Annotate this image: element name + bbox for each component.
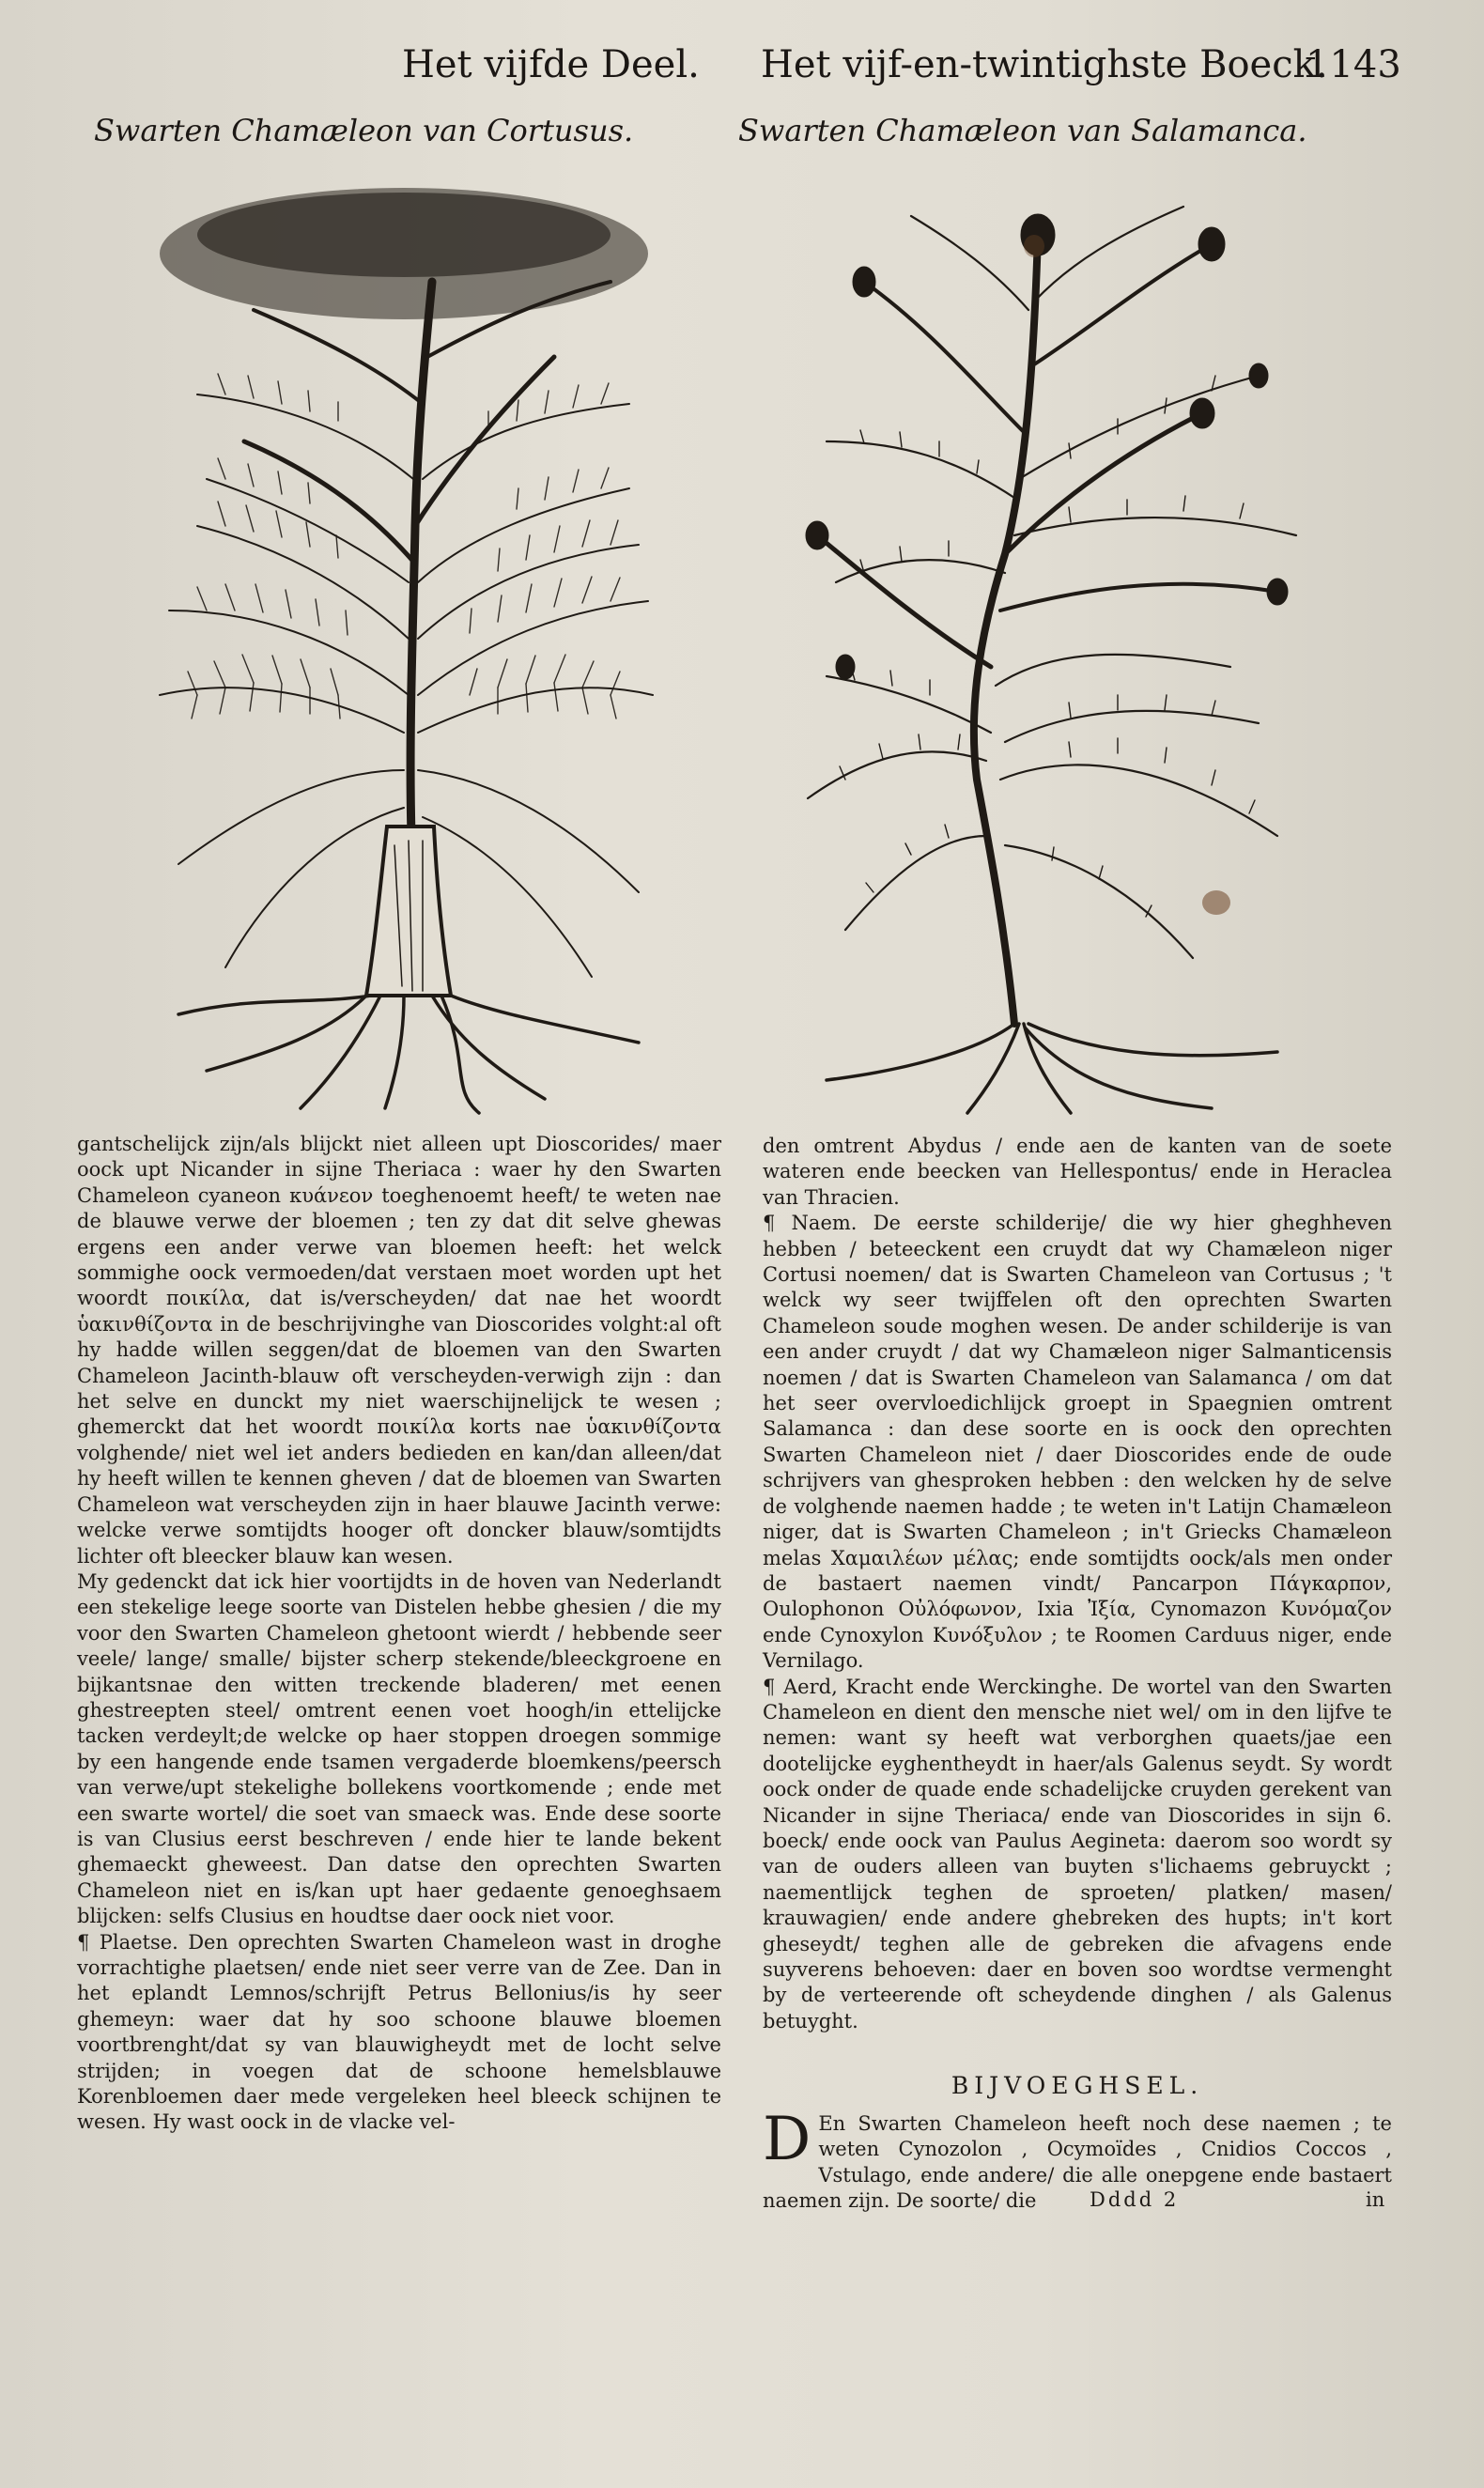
figure-caption-right: Swarten Chamæleon van Salamanca. <box>738 113 1307 148</box>
addendum-text: En Swarten Chameleon heeft noch dese naemen ; te weten Cynozolon , Ocymoïdes , Cnidios Coccos , Vstulago, ende andere/ die alle onepgene ende bastaert naemen zijn. De soorte/ die <box>763 2112 1392 2213</box>
running-head-part: Het vijfde Deel. <box>402 43 700 86</box>
paragraph: den omtrent Abydus / ende aen de kanten van de soete wateren ende beecken van Hellespontus/ ende in Heraclea van Thracien. <box>763 1135 1392 1209</box>
paragraph-aerd: ¶ Aerd, Kracht ende Werckinghe. De wortel van den Swarten Chameleon en dient den mensche niet wel/ om in den lijfve te nemen: want sy heeft wat verborghen quaets/jae een dootelijcke eyghentheydt in haer/als Galenus seydt. Sy wordt oock onder de quade ende schadelijcke cruyden gerekent van Nicander in sijne Theriaca/ ende van Dioscorides in sijn 6. boeck/ ende oock van Paulus Aegineta: daerom soo wordt sy van de ouders alleen van buyten s'lichaems gebruyckt ; naementlijck teghen de sproeten/ platken/ masen/ krauwagien/ ende andere ghebreken des hupts; in't kort gheseydt/ teghen alle de gebreken die afvagens ende suyverens behoeven: daer en boven soo wordtse vermenght by de verteerende oft scheydende dinghen / als Galenus betuyght. <box>763 1675 1392 2032</box>
paragraph-plaetse: ¶ Plaetse. Den oprechten Swarten Chameleon wast in droghe vorrachtighe plaetsen/ ende niet seer verre van de Zee. Dan in het eplandt Lemnos/schrijft Petrus Bellonius/is hy seer ghemeyn: waer dat hy soo schoone blauwe bloemen voortbrenght/dat sy van blauwigheydt met de locht selve strijden; in voegen dat de schoone hemelsblauwe Korenbloemen daer mede vergeleken heel bleeck schijnen te wesen. Hy wast oock in de vlacke vel- <box>77 1930 721 2134</box>
catchword: in <box>1366 2188 1385 2211</box>
paragraph-naem: ¶ Naem. De eerste schilderije/ die wy hier gheghheven hebben / beteeckent een cruydt dat wy Chamæleon niger Cortusi noemen/ dat is Swarten Chameleon van Cortusus ; 't welck wy seer twijffelen oft den oprechten Swarten Chameleon soude moghen wesen. De ander schilderije is van een ander cruydt / dat wy Chamæleon niger Salmanticensis noemen / dat is Swarten Chameleon van Salamanca / om dat het seer overvloedichlijck groept in Spaegnien omtrent Salamanca : dan dese soorte en is oock den oprechten Swarten Chameleon niet / daer Dioscorides ende de oude schrijvers van ghesproken hebben : den welcken hy de selve de volghende naemen hadde ; te weten in't Latijn Chamæleon niger, dat is Swarten Chameleon ; in't Griecks Chamæleon melas Χαμαιλέων μέλας; ende somtijdts oock/als men onder de bastaert naemen vindt/ Pancarpon Πάγκαρπον, Oulophonon Οὐλόφωνον, Ixia Ἰξία, Cynomazon Κυνόμαζον ende Cynoxylon Κυνόξυλον ; te Roomen Carduus niger, ende Vernilago. <box>763 1212 1392 1673</box>
paragraph: gantschelijck zijn/als blijckt niet alleen upt Dioscorides/ maer oock upt Nicander in sijne Theriaca : waer hy den Swarten Chameleon cyaneon κυάνεον toeghenoemt heeft/ te weten nae de blauwe verwe der bloemen ; ten zy dat dit selve ghewas ergens een ander verwe van bloemen heeft: het welck sommighe oock vermoeden/dat verstaen moet worden upt het woordt ποικίλα, dat is/verscheyden/ dat nae het woordt ὑακινθίζοντα in de beschrijvinghe van Dioscorides volght:al oft hy hadde willen seggen/dat de bloemen van den Swarten Chameleon Jacinth-blauw oft verscheyden-verwigh zijn : dan het selve en dunckt my niet waerschijnelijck te wesen ; ghemerckt dat het woordt ποικίλα korts nae ὑακινθίζοντα volghende/ niet wel iet anders bedieden en kan/dan alleen/dat hy heeft willen te kennen gheven / dat de bloemen van Swarten Chameleon wat verscheyden zijn in haer blauwe Jacinth verwe: welcke verwe somtijdts hooger oft doncker blauw/somtijdts lichter oft bleecker blauw kan wesen. <box>77 1133 721 1568</box>
foxing-stain <box>1024 235 1044 257</box>
foxing-stain <box>1202 890 1230 915</box>
figure-caption-left: Swarten Chamæleon van Cortusus. <box>94 113 634 148</box>
running-head-book: Het vijf-en-twintighste Boeck. <box>761 43 1328 86</box>
addendum-paragraph <box>763 2105 1392 2215</box>
signature-mark: Dddd 2 <box>1090 2188 1180 2211</box>
drop-capital: D <box>763 2105 812 2174</box>
woodcut-illustration-salamanca <box>789 178 1324 1118</box>
text-column-left <box>77 1132 721 2193</box>
woodcut-illustration-cortusus <box>141 169 667 1118</box>
running-head <box>0 36 1484 92</box>
page-number: 1143 <box>1306 43 1401 86</box>
text-column-right <box>763 1134 1392 2214</box>
section-heading: BIJVOEGHSEL. <box>951 2072 1204 2099</box>
paragraph: My gedenckt dat ick hier voortijdts in de hoven van Nederlandt een stekelige leege soorte van Distelen hebbe ghesien / die my voor den Swarten Chameleon ghetoont wierdt / hebbende seer veele/ lange/ smalle/ bijster scherp stekende/bleeckgroene en bijkantsnae den witten treckende bladeren/ met eenen ghestreepten steel/ omtrent eenen voet hoogh/in ettelijcke tacken verdeylt;de welcke op haer stoppen droegen sommige by een hangende ende tsamen vergaderde bloemkens/peersch van verwe/upt stekelighe bollekens voortkomende ; ende met een swarte wortel/ die soet van smaeck was. Ende dese soorte is van Clusius eerst beschreven / ende hier te lande bekent ghemaeckt gheweest. Dan datse den oprechten Swarten Chameleon niet en is/kan upt haer gedaente genoeghsaem blijcken: selfs Clusius en houdtse daer oock niet voor. <box>77 1569 721 1928</box>
